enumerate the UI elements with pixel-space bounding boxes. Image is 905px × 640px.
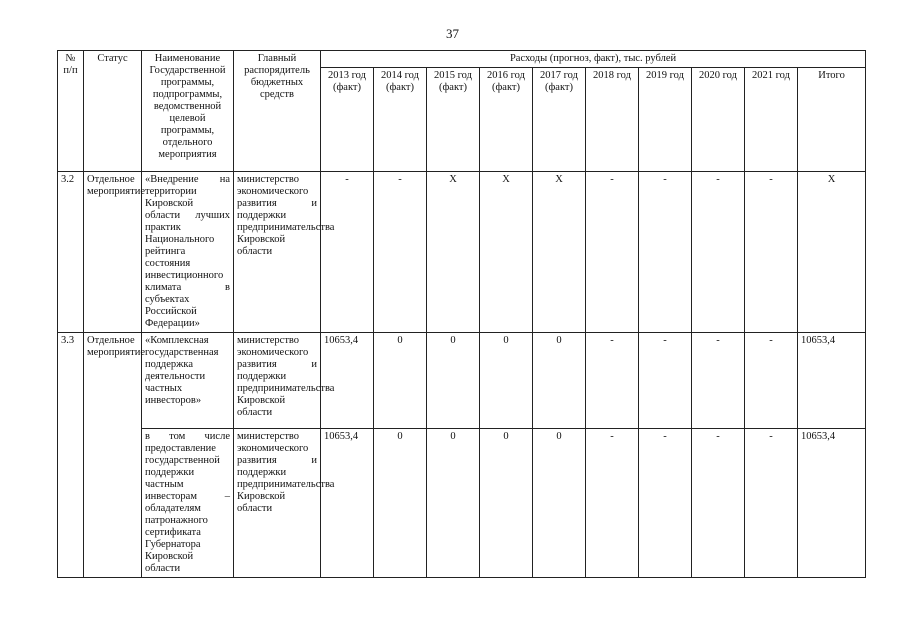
total-cell: 10653,4 [798, 333, 866, 429]
value-cell: 0 [427, 429, 480, 578]
header-year: 2016 год (факт) [480, 68, 533, 172]
value-cell: - [692, 333, 745, 429]
header-year: 2017 год (факт) [533, 68, 586, 172]
row-name: «Комплексная государственная поддержка деятельности частных инвесторов» [142, 333, 234, 429]
value-cell: 10653,4 [321, 429, 374, 578]
value-cell: X [533, 172, 586, 333]
row-status: Отдельное мероприятие [84, 172, 142, 333]
page-number: 37 [446, 26, 459, 41]
value-cell: - [745, 172, 798, 333]
value-cell: - [639, 429, 692, 578]
value-cell: 0 [480, 429, 533, 578]
header-year: 2021 год [745, 68, 798, 172]
row-admin: министерство экономического развития и поддержки предпринимательства Кировской области [234, 333, 321, 429]
row-admin: министерство экономического развития и поддержки предпринимательства Кировской области [234, 429, 321, 578]
header-year: 2020 год [692, 68, 745, 172]
value-cell: - [639, 172, 692, 333]
header-num: № п/п [58, 51, 84, 172]
value-cell: - [692, 172, 745, 333]
total-cell: 10653,4 [798, 429, 866, 578]
budget-table [57, 50, 866, 578]
value-cell: X [427, 172, 480, 333]
header-year: 2019 год [639, 68, 692, 172]
value-cell: - [586, 333, 639, 429]
value-cell: - [321, 172, 374, 333]
table-row [58, 429, 866, 578]
value-cell: 0 [427, 333, 480, 429]
row-num: 3.2 [58, 172, 84, 333]
value-cell: X [480, 172, 533, 333]
header-admin: Главный распорядитель бюджетных средств [234, 51, 321, 172]
value-cell: - [374, 172, 427, 333]
row-name: в том числе предоставление государственной поддержки частным инвесторам – обладателям патронажного сертификата Губернатора Кировской области [142, 429, 234, 578]
table-row [58, 172, 866, 333]
value-cell: - [745, 429, 798, 578]
row-num: 3.3 [58, 333, 84, 578]
header-year: 2018 год [586, 68, 639, 172]
header-status: Статус [84, 51, 142, 172]
header-year: 2013 год (факт) [321, 68, 374, 172]
table-row [58, 333, 866, 429]
value-cell: - [586, 172, 639, 333]
header-year: 2014 год (факт) [374, 68, 427, 172]
value-cell: 0 [533, 333, 586, 429]
value-cell: 0 [480, 333, 533, 429]
value-cell: - [745, 333, 798, 429]
value-cell: - [692, 429, 745, 578]
value-cell: 0 [374, 333, 427, 429]
total-cell: X [798, 172, 866, 333]
value-cell: 0 [533, 429, 586, 578]
header-name: Наименование Государственной программы, подпрограммы, ведомственной целевой программы, отдельного мероприятия [142, 51, 234, 172]
header-year: 2015 год (факт) [427, 68, 480, 172]
header-row [58, 51, 866, 68]
value-cell: - [586, 429, 639, 578]
row-name: «Внедрение на территории Кировской области лучших практик Национального рейтинга состояния инвестиционного климата в субъектах Российской Федерации» [142, 172, 234, 333]
value-cell: 0 [374, 429, 427, 578]
row-admin: министерство экономического развития и поддержки предпринимательства Кировской области [234, 172, 321, 333]
header-expenses: Расходы (прогноз, факт), тыс. рублей [321, 51, 866, 68]
value-cell: - [639, 333, 692, 429]
value-cell: 10653,4 [321, 333, 374, 429]
row-status: Отдельное мероприятие [84, 333, 142, 578]
header-total: Итого [798, 68, 866, 172]
